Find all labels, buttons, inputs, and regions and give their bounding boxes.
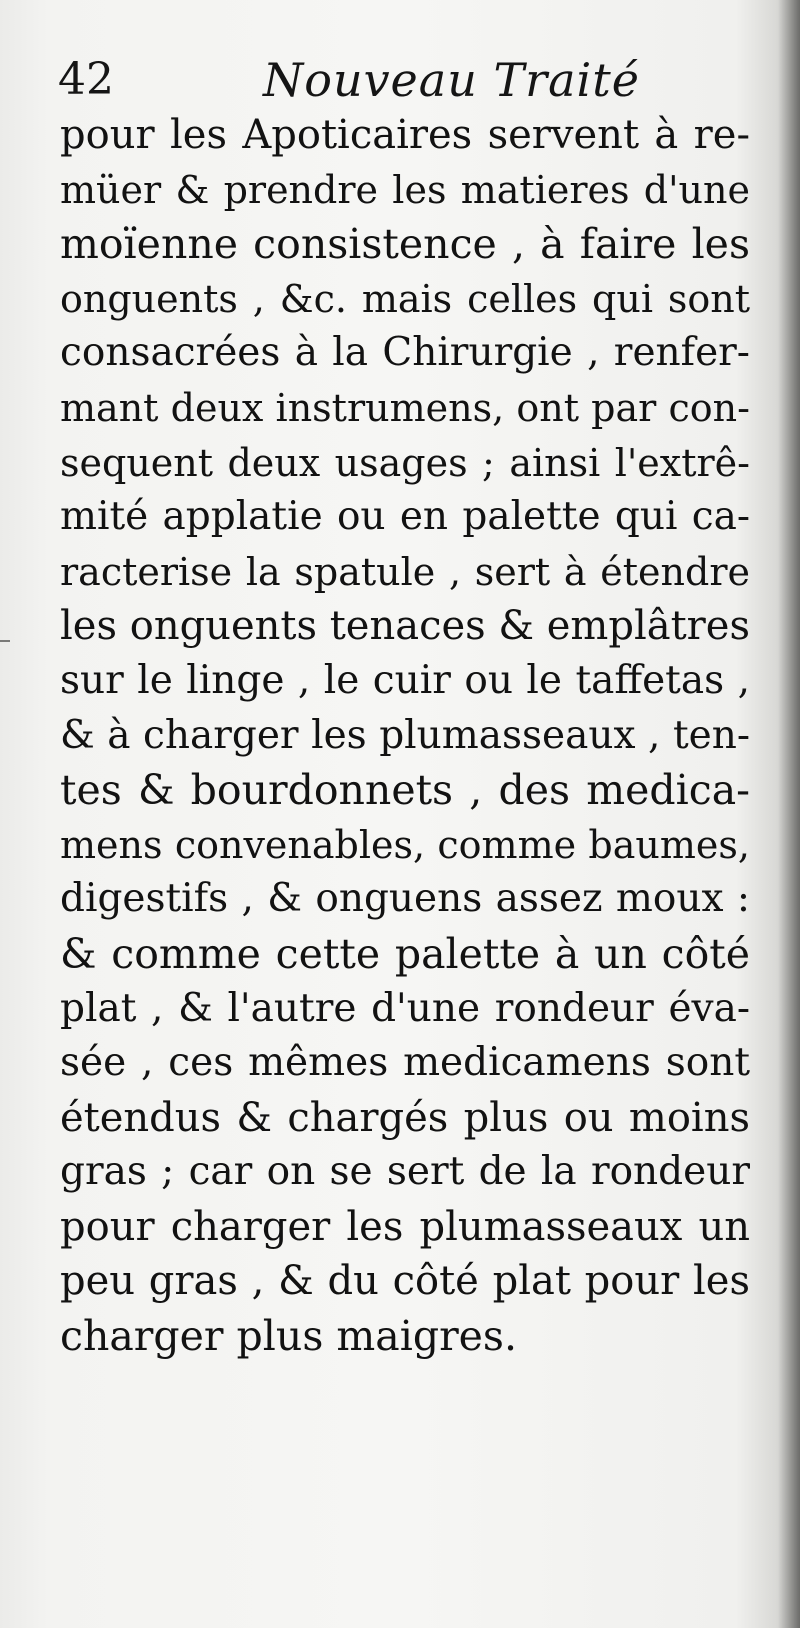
- text-line: pour les Apoticaires servent à re-: [60, 112, 750, 158]
- gutter-shadow: [778, 0, 800, 1628]
- text-line: mens convenables, comme baumes,: [60, 822, 750, 867]
- body-text: [60, 108, 750, 1364]
- text-line: gras ; car on se sert de la rondeur: [60, 1149, 750, 1195]
- text-line: & à charger les plumasseaux , ten-: [60, 712, 750, 758]
- text-line-last: charger plus maigres.: [60, 1312, 518, 1361]
- text-line: étendus & chargés plus ou moins: [60, 1094, 750, 1141]
- text-line: müer & prendre les matieres d'une: [60, 167, 750, 212]
- page-header: [58, 40, 758, 110]
- text-line: racterise la spatule , sert à étendre: [60, 549, 750, 594]
- text-line: sée , ces mêmes medicamens sont: [60, 1040, 750, 1086]
- text-line: mant deux instrumens, ont par con-: [60, 385, 750, 430]
- text-line: peu gras , & du côté plat pour les: [60, 1258, 750, 1305]
- text-line: les onguents tenaces & emplâtres: [60, 603, 750, 650]
- text-line: consacrées à la Chirurgie , renfer-: [60, 330, 750, 376]
- page-number: 42: [58, 54, 114, 105]
- text-line: & comme cette palette à un côté: [60, 929, 750, 978]
- text-line: sequent deux usages ; ainsi l'extrê-: [60, 440, 750, 485]
- text-line: tes & bourdonnets , des medica-: [60, 766, 750, 815]
- running-title: Nouveau Traité: [263, 53, 640, 107]
- text-line: moïenne consistence , à faire les: [60, 220, 750, 269]
- text-line: pour charger les plumasseaux un: [60, 1203, 750, 1250]
- text-line: digestifs , & onguens assez moux :: [60, 876, 750, 922]
- text-line: onguents , &c. mais celles qui sont: [60, 276, 750, 321]
- text-line: mité applatie ou en palette qui ca-: [60, 494, 750, 540]
- margin-mark: [0, 640, 10, 642]
- text-line: plat , & l'autre d'une rondeur éva-: [60, 985, 750, 1031]
- text-line: sur le linge , le cuir ou le taffetas ,: [60, 657, 750, 703]
